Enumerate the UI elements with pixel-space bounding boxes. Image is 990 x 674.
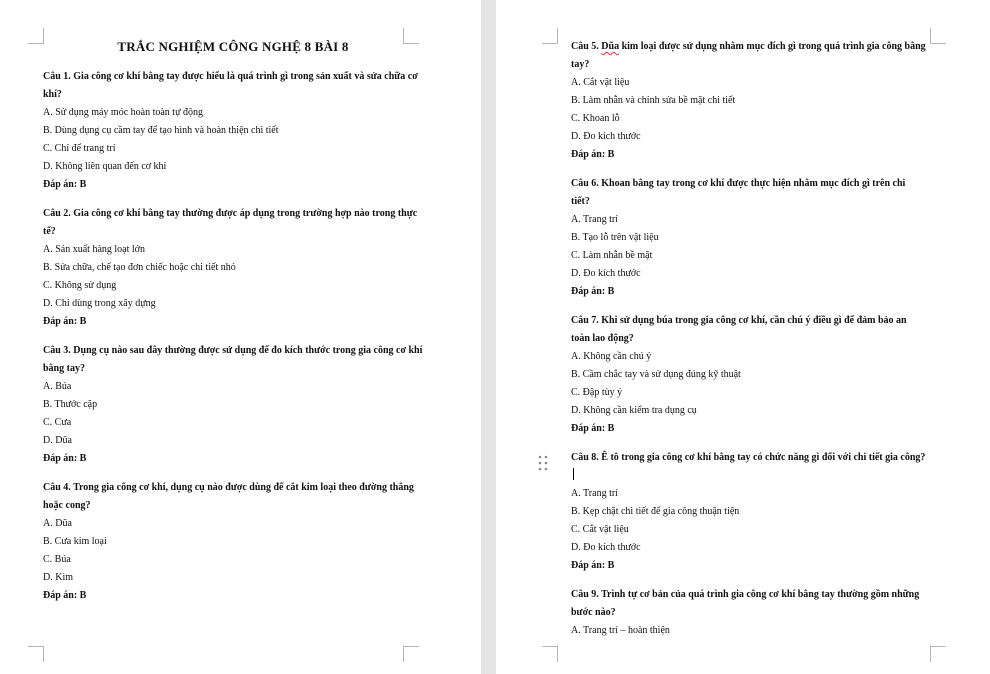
option-d: D. Dũa (43, 435, 72, 446)
option-b: B. Sửa chữa, chế tạo đơn chiếc hoặc chi tiết nhỏ (43, 262, 236, 273)
option-a: A. Sản xuất hàng loạt lớn (43, 244, 145, 255)
option-b: B. Dùng dụng cụ cầm tay để tạo hình và hoàn thiện chi tiết (43, 125, 279, 136)
option-a: A. Sử dụng máy móc hoàn toàn tự động (43, 107, 203, 118)
drag-handle-icon[interactable] (538, 455, 548, 471)
option-b: B. Cưa kim loại (43, 536, 107, 547)
question-block (43, 68, 423, 194)
crop-mark-bottom-right (403, 646, 419, 662)
question-text-body: Câu 8. Ê tô trong gia công cơ khí bằng tay có chức năng gì đối với chi tiết gia công? (571, 452, 926, 463)
question-block (43, 342, 423, 468)
spelling-flagged-word[interactable]: Dũa (601, 41, 620, 52)
answer-text: Đáp án: B (43, 590, 87, 601)
option-a: A. Trang trí (571, 214, 618, 225)
option-c: C. Không sử dụng (43, 280, 117, 291)
crop-mark-top-left-right-page (542, 28, 558, 44)
crop-mark-bottom-left-right-page (542, 646, 558, 662)
option-d: D. Không liên quan đến cơ khí (43, 161, 167, 172)
right-page-content[interactable] (571, 38, 926, 651)
option-c: C. Chỉ để trang trí (43, 143, 116, 154)
question-text (571, 449, 926, 485)
question-text: Câu 9. Trình tự cơ bản của quá trình gia công cơ khí bằng tay thường gồm những bước nào? (571, 589, 920, 618)
question-block (43, 479, 423, 605)
question-text: Câu 3. Dụng cụ nào sau đây thường được sử dụng để đo kích thước trong gia công cơ khí bằng tay? (43, 345, 423, 374)
option-b: B. Cầm chắc tay và sử dụng đúng kỹ thuật (571, 369, 741, 380)
question-text (571, 38, 926, 74)
option-d: D. Đo kích thước (571, 131, 641, 142)
question-text: Câu 2. Gia công cơ khí bằng tay thường được áp dụng trong trường hợp nào trong thực tế? (43, 208, 418, 237)
answer-text: Đáp án: B (571, 149, 615, 160)
question-block (571, 449, 926, 575)
option-a: A. Không cần chú ý (571, 351, 652, 362)
answer-text: Đáp án: B (43, 316, 87, 327)
crop-mark-top-left (28, 28, 44, 44)
answer-text: Đáp án: B (43, 453, 87, 464)
drag-handle-dots (538, 455, 548, 471)
answer-text: Đáp án: B (571, 423, 615, 434)
option-a: A. Trang trí – hoàn thiện (571, 625, 670, 636)
option-c: C. Cưa (43, 417, 72, 428)
option-a: A. Cắt vật liệu (571, 77, 630, 88)
option-a: A. Dũa (43, 518, 72, 529)
question-text: Câu 4. Trong gia công cơ khí, dụng cụ nào được dùng để cắt kim loại theo đường thẳng hoặc cong? (43, 482, 414, 511)
question-text: Câu 7. Khi sử dụng búa trong gia công cơ khí, cần chú ý điều gì để đảm bảo an toàn lao động? (571, 315, 907, 344)
question-rest: kim loại được sử dụng nhằm mục đích gì trong quá trình gia công bằng tay? (571, 41, 926, 70)
option-c: C. Khoan lỗ (571, 113, 620, 124)
crop-mark-bottom-left (28, 646, 44, 662)
answer-text: Đáp án: B (43, 179, 87, 190)
question-text: Câu 1. Gia công cơ khí bằng tay được hiểu là quá trình gì trong sản xuất và sửa chữa cơ khí? (43, 71, 418, 100)
option-b: B. Thước cặp (43, 399, 98, 410)
option-d: D. Kìm (43, 572, 73, 583)
question-block (571, 38, 926, 164)
option-a: A. Búa (43, 381, 72, 392)
question-prefix: Câu 5. (571, 41, 602, 52)
question-block (43, 205, 423, 331)
crop-mark-top-right-right-page (930, 28, 946, 44)
question-block (571, 175, 926, 301)
question-text: Câu 6. Khoan bằng tay trong cơ khí được thực hiện nhằm mục đích gì trên chi tiết? (571, 178, 906, 207)
option-b: B. Kẹp chặt chi tiết để gia công thuận tiện (571, 506, 740, 517)
option-c: C. Cắt vật liệu (571, 524, 629, 535)
answer-text: Đáp án: B (571, 286, 615, 297)
option-c: C. Làm nhẵn bề mặt (571, 250, 653, 261)
answer-text: Đáp án: B (571, 560, 615, 571)
option-b: B. Làm nhẵn và chỉnh sửa bề mặt chi tiết (571, 95, 736, 106)
question-block (571, 586, 926, 640)
option-d: D. Không cần kiểm tra dụng cụ (571, 405, 697, 416)
option-d: D. Đo kích thước (571, 542, 641, 553)
option-a: A. Trang trí (571, 488, 618, 499)
document-title: TRẮC NGHIỆM CÔNG NGHỆ 8 BÀI 8 (117, 39, 349, 54)
crop-mark-bottom-right-right-page (930, 646, 946, 662)
option-b: B. Tạo lỗ trên vật liệu (571, 232, 659, 243)
option-d: D. Chỉ dùng trong xây dựng (43, 298, 156, 309)
page-gutter (481, 0, 496, 674)
option-c: C. Búa (43, 554, 71, 565)
question-block (571, 312, 926, 438)
left-page-content[interactable] (43, 35, 423, 616)
option-d: D. Đo kích thước (571, 268, 641, 279)
text-cursor (573, 468, 574, 480)
option-c: C. Đập tùy ý (571, 387, 623, 398)
